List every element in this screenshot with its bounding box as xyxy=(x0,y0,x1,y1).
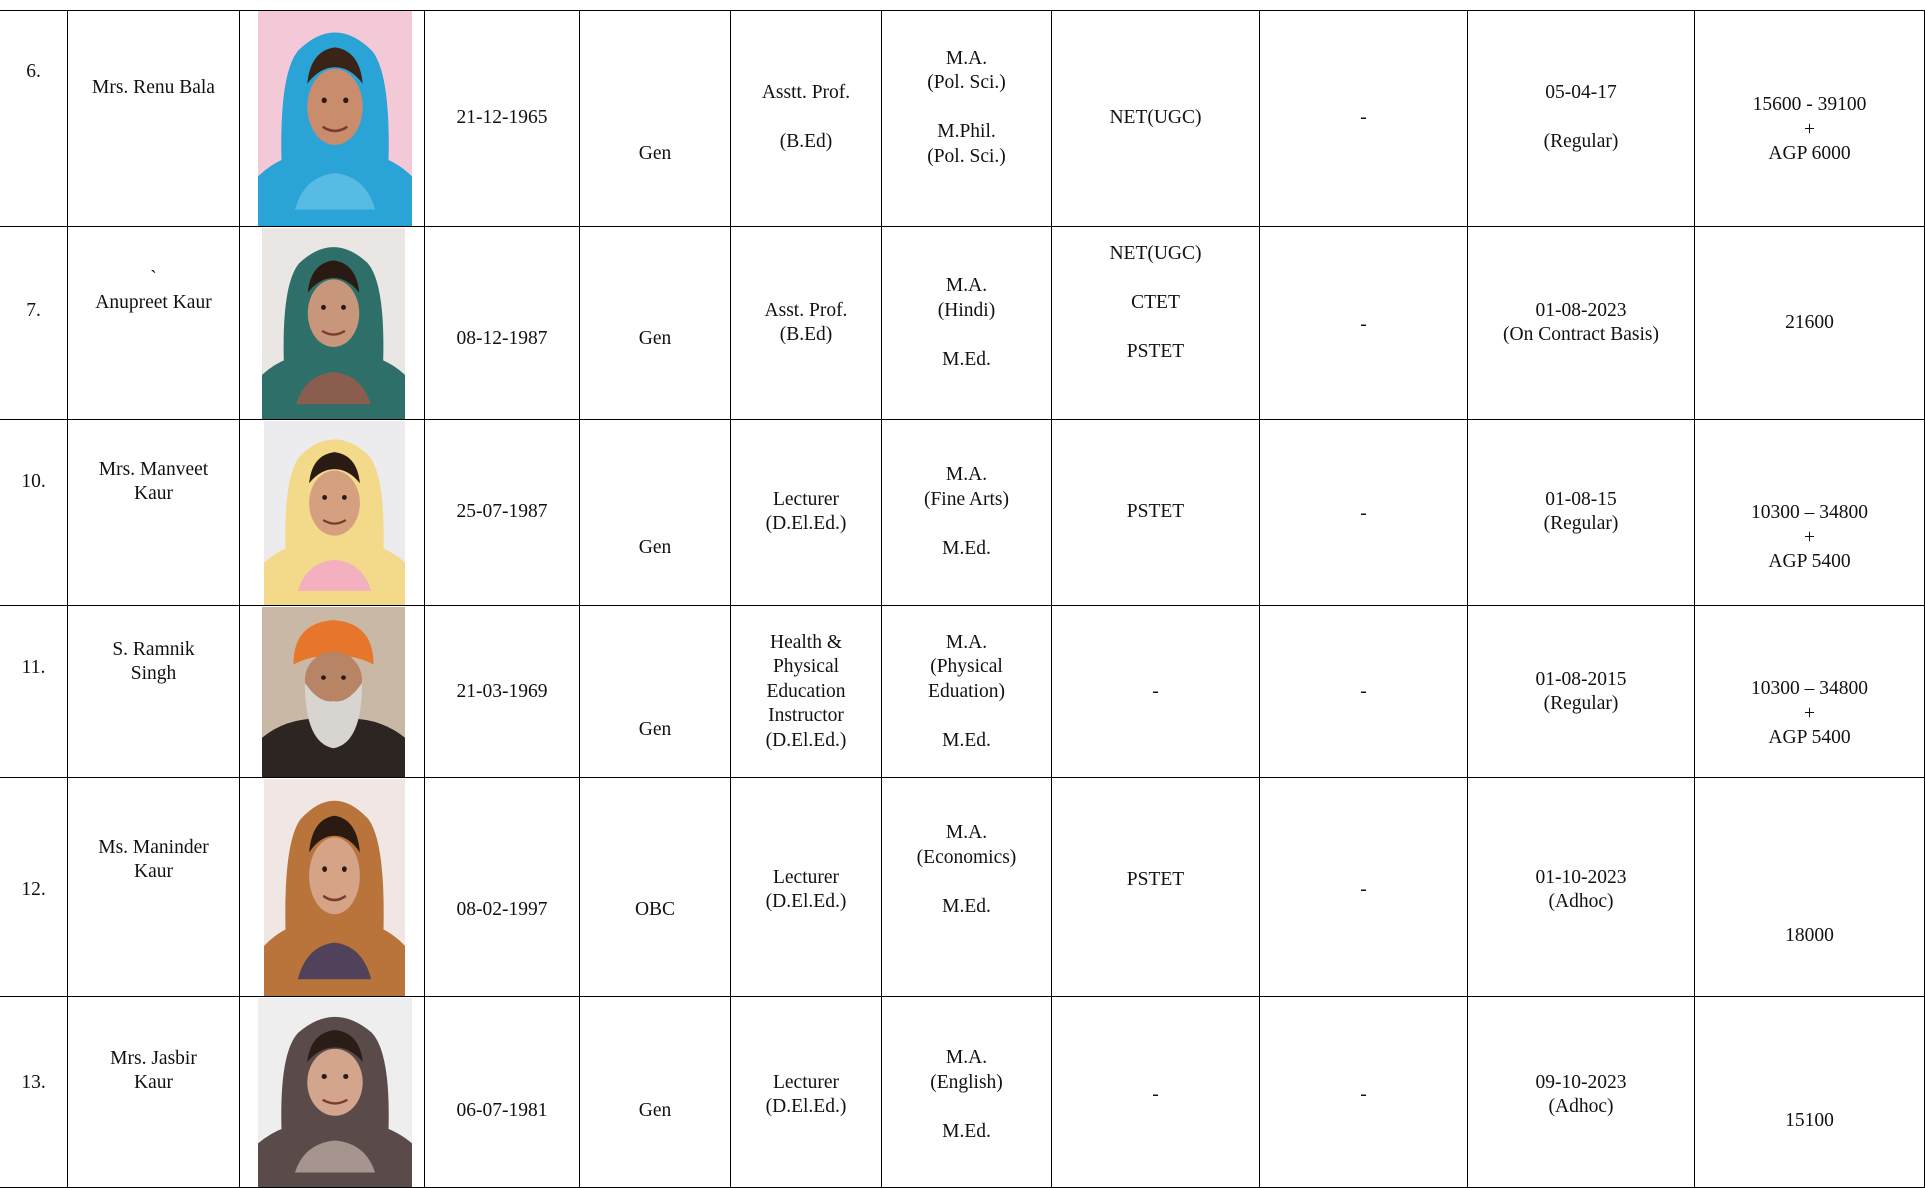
cell-line: 05-04-17 xyxy=(1545,82,1617,104)
serial-number-cell xyxy=(0,778,68,997)
cell-line: M.Ed. xyxy=(942,348,991,370)
cell-line: 01-08-15 xyxy=(1545,488,1617,510)
name-cell xyxy=(68,606,240,778)
cell-line: 06-07-1981 xyxy=(456,1099,548,1121)
pay-text xyxy=(1695,311,1924,336)
cell-line: AGP 5400 xyxy=(1768,551,1851,573)
qualification-text xyxy=(882,821,1051,919)
portrait-face xyxy=(309,471,360,536)
dob-cell xyxy=(425,10,580,227)
joining-text xyxy=(1468,81,1694,155)
cell-line: Lecturer xyxy=(772,488,840,510)
pay-cell xyxy=(1695,997,1925,1188)
dob-text xyxy=(425,680,579,705)
dob-cell xyxy=(425,606,580,778)
name-cell xyxy=(68,10,240,227)
dob-text xyxy=(425,1099,579,1124)
pay-text xyxy=(1695,93,1924,167)
cell-line: CTET xyxy=(1131,291,1180,313)
net-text xyxy=(1052,500,1259,525)
cell-line: - xyxy=(1360,313,1367,335)
cell-line: - xyxy=(1152,680,1159,702)
cell-line xyxy=(882,96,1051,121)
portrait-face xyxy=(309,837,360,914)
portrait-eye-right xyxy=(343,97,348,103)
cell-line: 21-03-1969 xyxy=(456,680,548,702)
name-text xyxy=(68,267,239,316)
cell-line: (Adhoc) xyxy=(1548,891,1614,912)
portrait-graphic xyxy=(264,421,405,605)
category-cell xyxy=(580,997,731,1188)
net-cell xyxy=(1052,606,1260,778)
cell-line: (Pol. Sci.) xyxy=(927,72,1006,94)
pay-text xyxy=(1695,924,1924,949)
portrait-eye-right xyxy=(342,866,347,872)
cell-line: M.Ed. xyxy=(942,729,991,751)
cell-line: M.A. xyxy=(945,47,988,69)
name-text xyxy=(68,836,239,885)
cell-line: 08-12-1987 xyxy=(456,327,548,349)
cell-line: M.A. xyxy=(945,822,988,843)
portrait-eye-left xyxy=(322,1074,327,1079)
cell-line: ` xyxy=(150,267,157,289)
joining-cell xyxy=(1468,227,1695,420)
cell-line: - xyxy=(1360,680,1367,702)
cell-line: 10. xyxy=(21,470,46,492)
cell-line: Physical xyxy=(772,656,840,678)
qualification-text xyxy=(882,1046,1051,1144)
cell-line xyxy=(882,512,1051,537)
designation-cell xyxy=(731,420,882,606)
portrait-face xyxy=(307,69,362,145)
serial-number-text xyxy=(0,656,67,681)
net-text xyxy=(1052,868,1259,893)
cell-line: (Regular) xyxy=(1543,513,1619,534)
joining-cell xyxy=(1468,997,1695,1188)
table-row xyxy=(0,420,1925,606)
phd-cell xyxy=(1260,420,1468,606)
portrait-graphic xyxy=(264,779,405,996)
cell-line: (B.Ed) xyxy=(779,131,833,153)
cell-line: (Economics) xyxy=(916,846,1017,868)
cell-line: Health & xyxy=(769,631,843,653)
staff-photo xyxy=(264,779,405,996)
phd-text xyxy=(1260,313,1467,338)
cell-line: Mrs. Renu Bala xyxy=(92,76,215,98)
qualification-cell xyxy=(882,227,1052,420)
cell-line xyxy=(1052,266,1259,291)
cell-line: NET(UGC) xyxy=(1109,242,1202,264)
serial-number-text xyxy=(0,1071,67,1096)
designation-text xyxy=(731,1071,881,1120)
dob-cell xyxy=(425,997,580,1188)
cell-line: PSTET xyxy=(1126,868,1185,890)
cell-line: M.A. xyxy=(945,275,988,296)
cell-line: OBC xyxy=(634,898,676,920)
cell-line: 09-10-2023 xyxy=(1535,1071,1627,1093)
designation-text xyxy=(731,81,881,155)
cell-line: Kaur xyxy=(134,861,173,882)
pay-cell xyxy=(1695,10,1925,227)
name-text xyxy=(68,1047,239,1096)
joining-cell xyxy=(1468,606,1695,778)
cell-line: 15600 - 39100 xyxy=(1752,94,1867,116)
joining-text xyxy=(1468,488,1694,537)
portrait-eye-left xyxy=(322,866,327,872)
net-cell xyxy=(1052,227,1260,420)
name-text xyxy=(68,638,239,687)
cell-line: 10300 – 34800 xyxy=(1751,502,1868,524)
pay-cell xyxy=(1695,606,1925,778)
category-cell xyxy=(580,10,731,227)
cell-line: (On Contract Basis) xyxy=(1503,324,1659,345)
net-text xyxy=(1052,680,1259,705)
category-cell xyxy=(580,227,731,420)
dob-cell xyxy=(425,420,580,606)
staff-photo xyxy=(258,11,412,226)
designation-text xyxy=(731,299,881,348)
cell-line: Gen xyxy=(638,1099,672,1121)
cell-line: (D.El.Ed.) xyxy=(765,1096,847,1117)
qualification-cell xyxy=(882,997,1052,1188)
staff-photo xyxy=(262,228,405,419)
cell-line: 11. xyxy=(21,656,46,678)
qualification-text xyxy=(882,463,1051,561)
cell-line: Mrs. Jasbir xyxy=(110,1047,197,1069)
joining-text xyxy=(1468,1071,1694,1120)
cell-line: (Regular) xyxy=(1543,693,1619,714)
qualification-text xyxy=(882,274,1051,372)
cell-line: + xyxy=(1804,526,1815,548)
designation-text xyxy=(731,631,881,754)
phd-text xyxy=(1260,502,1467,527)
cell-line: 21-12-1965 xyxy=(456,106,548,128)
cell-line: PSTET xyxy=(1126,500,1185,522)
staff-photo xyxy=(262,607,405,777)
cell-line: (English) xyxy=(930,1071,1003,1093)
cell-line: (D.El.Ed.) xyxy=(765,513,847,534)
pay-text xyxy=(1695,501,1924,575)
cell-line: Gen xyxy=(638,327,672,349)
portrait-eye-left xyxy=(321,305,326,310)
joining-text xyxy=(1468,299,1694,348)
cell-line: Gen xyxy=(638,142,672,164)
portrait-graphic xyxy=(262,607,405,777)
category-text xyxy=(580,718,730,743)
portrait-face xyxy=(308,279,359,347)
name-text xyxy=(68,76,239,101)
cell-line: M.A. xyxy=(945,1047,988,1068)
cell-line: M.Phil. xyxy=(937,121,996,143)
cell-line: M.A. xyxy=(945,631,988,653)
cell-line: (Fine Arts) xyxy=(923,488,1010,510)
dob-text xyxy=(425,106,579,131)
cell-line: Education xyxy=(766,680,846,702)
cell-line xyxy=(882,870,1051,895)
cell-line: Kaur xyxy=(134,483,173,504)
cell-line: - xyxy=(1360,878,1367,900)
net-cell xyxy=(1052,420,1260,606)
cell-line: Eduation) xyxy=(928,680,1005,702)
category-cell xyxy=(580,606,731,778)
table-row xyxy=(0,997,1925,1188)
cell-line: (Physical xyxy=(930,656,1003,678)
phd-text xyxy=(1260,1083,1467,1108)
serial-number-cell xyxy=(0,10,68,227)
pay-cell xyxy=(1695,778,1925,997)
qualification-cell xyxy=(882,778,1052,997)
cell-line: Kaur xyxy=(134,1072,173,1093)
cell-line: 12. xyxy=(21,878,46,900)
net-cell xyxy=(1052,997,1260,1188)
cell-line xyxy=(882,323,1051,348)
category-text xyxy=(580,142,730,167)
serial-number-cell xyxy=(0,227,68,420)
cell-line: Asst. Prof. xyxy=(764,299,848,321)
cell-line: Mrs. Manveet xyxy=(98,458,209,480)
cell-line: S. Ramnik xyxy=(112,638,195,660)
category-text xyxy=(580,536,730,561)
cell-line: 08-02-1997 xyxy=(456,898,548,920)
name-cell xyxy=(68,227,240,420)
cell-line: PSTET xyxy=(1126,340,1185,362)
serial-number-text xyxy=(0,60,67,85)
cell-line: 15100 xyxy=(1785,1109,1834,1131)
cell-line: Asstt. Prof. xyxy=(761,82,851,104)
category-text xyxy=(580,1099,730,1124)
qualification-cell xyxy=(882,606,1052,778)
table-row xyxy=(0,10,1925,227)
phd-cell xyxy=(1260,997,1468,1188)
portrait-face xyxy=(307,1049,362,1116)
qualification-text xyxy=(882,631,1051,754)
table-row xyxy=(0,778,1925,997)
serial-number-text xyxy=(0,299,67,324)
joining-cell xyxy=(1468,778,1695,997)
cell-line: Singh xyxy=(130,663,177,684)
cell-line: 25-07-1987 xyxy=(456,500,548,522)
cell-line: (D.El.Ed.) xyxy=(765,729,847,751)
cell-line: 6. xyxy=(26,60,41,82)
phd-text xyxy=(1260,878,1467,903)
serial-number-cell xyxy=(0,997,68,1188)
portrait-eye-left xyxy=(322,495,327,500)
joining-cell xyxy=(1468,10,1695,227)
portrait-graphic xyxy=(262,228,405,419)
dob-text xyxy=(425,898,579,923)
cell-line xyxy=(882,1095,1051,1120)
cell-line: 7. xyxy=(26,299,41,321)
staff-table xyxy=(0,10,1925,1188)
phd-cell xyxy=(1260,778,1468,997)
serial-number-text xyxy=(0,878,67,903)
dob-text xyxy=(425,327,579,352)
category-text xyxy=(580,898,730,923)
designation-cell xyxy=(731,997,882,1188)
portrait-graphic xyxy=(258,11,412,226)
cell-line: Gen xyxy=(638,718,672,740)
net-text xyxy=(1052,1083,1259,1108)
portrait-eye-right xyxy=(342,495,347,500)
dob-cell xyxy=(425,778,580,997)
cell-line: AGP 6000 xyxy=(1768,143,1851,165)
cell-line: 01-10-2023 xyxy=(1535,866,1627,888)
serial-number-cell xyxy=(0,606,68,778)
cell-line: 21600 xyxy=(1785,311,1834,333)
serial-number-cell xyxy=(0,420,68,606)
cell-line: Lecturer xyxy=(772,866,840,888)
name-cell xyxy=(68,997,240,1188)
portrait-eye-right xyxy=(341,675,346,679)
portrait-eye-left xyxy=(321,675,326,679)
cell-line: + xyxy=(1804,118,1815,140)
joining-text xyxy=(1468,866,1694,915)
phd-cell xyxy=(1260,227,1468,420)
table-row xyxy=(0,606,1925,778)
cell-line: M.Ed. xyxy=(942,895,991,917)
portrait-graphic xyxy=(258,998,412,1187)
cell-line: (D.El.Ed.) xyxy=(765,891,847,912)
cell-line: (Pol. Sci.) xyxy=(927,145,1006,167)
designation-cell xyxy=(731,778,882,997)
cell-line: M.A. xyxy=(945,464,988,485)
cell-line: Lecturer xyxy=(772,1071,840,1093)
table-row xyxy=(0,227,1925,420)
cell-line: 01-08-2015 xyxy=(1535,668,1627,690)
category-cell xyxy=(580,420,731,606)
qualification-text xyxy=(882,47,1051,170)
designation-text xyxy=(731,488,881,537)
name-cell xyxy=(68,420,240,606)
net-cell xyxy=(1052,778,1260,997)
pay-cell xyxy=(1695,420,1925,606)
phd-text xyxy=(1260,106,1467,131)
net-text xyxy=(1052,242,1259,365)
qualification-cell xyxy=(882,420,1052,606)
cell-line: - xyxy=(1360,1083,1367,1105)
staff-photo xyxy=(258,998,412,1187)
cell-line: - xyxy=(1360,502,1367,524)
pay-text xyxy=(1695,677,1924,751)
cell-line: 10300 – 34800 xyxy=(1751,678,1868,700)
designation-text xyxy=(731,866,881,915)
designation-cell xyxy=(731,606,882,778)
cell-line: AGP 5400 xyxy=(1768,727,1851,749)
net-text xyxy=(1052,106,1259,131)
cell-line: - xyxy=(1152,1083,1159,1105)
cell-line: Anupreet Kaur xyxy=(95,292,212,313)
serial-number-text xyxy=(0,470,67,495)
name-cell xyxy=(68,778,240,997)
net-cell xyxy=(1052,10,1260,227)
cell-line: (Regular) xyxy=(1543,131,1619,153)
joining-cell xyxy=(1468,420,1695,606)
cell-line: 18000 xyxy=(1785,924,1834,946)
cell-line: 13. xyxy=(21,1071,46,1093)
cell-line: NET(UGC) xyxy=(1109,106,1202,128)
phd-text xyxy=(1260,680,1467,705)
pay-text xyxy=(1695,1109,1924,1134)
portrait-eye-right xyxy=(343,1074,348,1079)
cell-line: Ms. Maninder xyxy=(98,836,209,858)
category-cell xyxy=(580,778,731,997)
joining-text xyxy=(1468,668,1694,717)
cell-line: Gen xyxy=(638,536,672,558)
cell-line: 01-08-2023 xyxy=(1535,299,1627,321)
cell-line: M.Ed. xyxy=(942,537,991,559)
pay-cell xyxy=(1695,227,1925,420)
cell-line: - xyxy=(1360,106,1367,128)
phd-cell xyxy=(1260,606,1468,778)
cell-line xyxy=(731,106,881,131)
qualification-cell xyxy=(882,10,1052,227)
dob-cell xyxy=(425,227,580,420)
designation-cell xyxy=(731,10,882,227)
cell-line: + xyxy=(1804,702,1815,724)
cell-line: (Adhoc) xyxy=(1548,1096,1614,1117)
cell-line xyxy=(1052,315,1259,340)
cell-line xyxy=(882,704,1051,729)
cell-line xyxy=(1468,106,1694,131)
portrait-eye-right xyxy=(341,305,346,310)
cell-line: (Hindi) xyxy=(937,299,996,321)
name-text xyxy=(68,458,239,507)
portrait-eye-left xyxy=(322,97,327,103)
cell-line: Instructor xyxy=(768,705,844,727)
phd-cell xyxy=(1260,10,1468,227)
category-text xyxy=(580,327,730,352)
staff-photo xyxy=(264,421,405,605)
designation-cell xyxy=(731,227,882,420)
cell-line: M.Ed. xyxy=(942,1120,991,1142)
cell-line: (B.Ed) xyxy=(779,324,833,345)
dob-text xyxy=(425,500,579,525)
